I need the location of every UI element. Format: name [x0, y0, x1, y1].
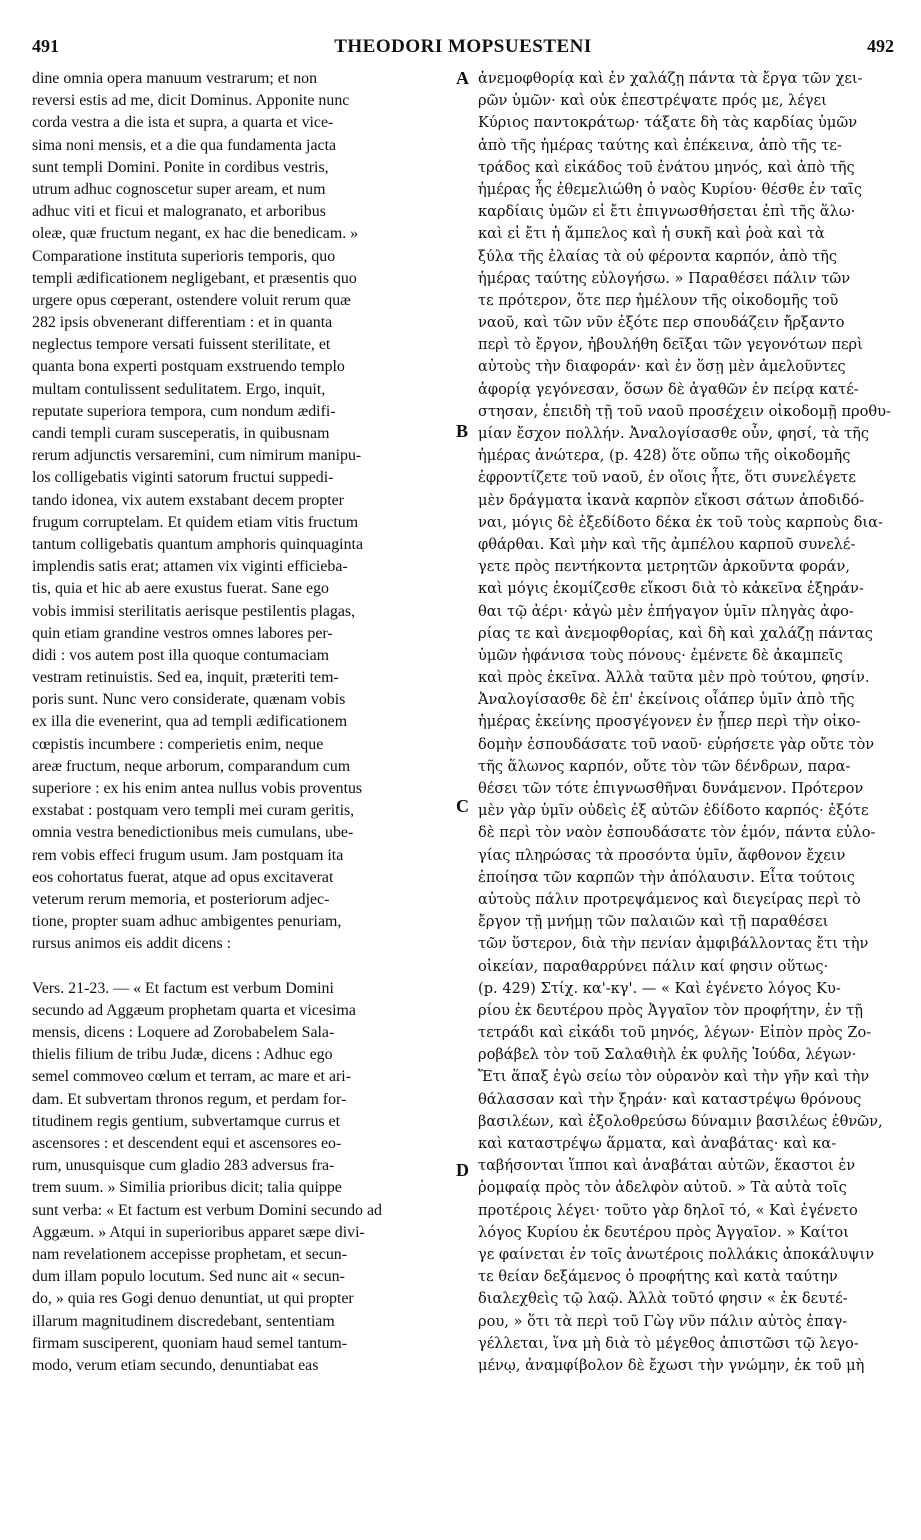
greek-text-line: καὶ εἰ ἔτι ἡ ἄμπελος καὶ ἡ συκῆ καὶ ῥοὰ καὶ τὰ: [478, 225, 825, 243]
greek-text-line: θαι τῷ ἀέρι· κἀγὼ μὲν ἐπήγαγον ὑμῖν πληγὰς ἀφο-: [478, 602, 854, 620]
greek-text-line: ἡμέρας ἐκείνης προσγέγονεν ἐν ᾗπερ περὶ τὴν οἰκο-: [478, 713, 861, 731]
latin-text-line: eos cohortatus fuerat, atque ad opus excitaverat: [32, 868, 334, 886]
page-header: [32, 36, 894, 64]
greek-text-line: δομὴν ἐσπουδάσατε τοῦ ναοῦ· εὑρήσετε γὰρ οὔτε τὸν: [478, 735, 875, 753]
latin-text-line: semel commoveo cœlum et terram, ac mare et ari-: [32, 1068, 351, 1086]
margin-letter-a: A: [456, 68, 469, 88]
latin-text-line: sunt templi Domini. Ponite in cordibus vestris,: [32, 158, 329, 176]
greek-text-line: θέσει τῶν τότε ἐπιγνωσθῆναι δυνάμενον. Πρότερον: [478, 780, 864, 797]
latin-text-line: dine omnia opera manuum vestrarum; et non: [32, 70, 318, 87]
latin-text-line: mensis, dicens : Loquere ad Zorobabelem Sala-: [32, 1024, 335, 1042]
latin-text-line: Aggæum. » Atqui in superioribus apparet sæpe divi-: [32, 1223, 365, 1241]
greek-text-line: ταβήσονται ἵπποι καὶ ἀναβάται αὐτῶν, ἕκαστοι ἐν: [478, 1157, 856, 1175]
latin-text-line: reversi estis ad me, dicit Dominus. Apponite nunc: [32, 92, 350, 110]
latin-text-line: Vers. 21-23. — « Et factum est verbum Domini: [32, 979, 334, 997]
latin-text-line: dum illam populo locutum. Sed nunc ait « secun-: [32, 1268, 345, 1286]
greek-text-line: διαλεχθεὶς τῷ λαῷ. Ἀλλὰ τοῦτό φησιν « ἐκ δευτέ-: [478, 1290, 848, 1308]
latin-text-line: rursus animos eis addit dicens :: [32, 935, 232, 953]
greek-text-line: τῆς ἅλωνος καρπόν, οὔτε τὸν τῶν δένδρων, παρα-: [478, 757, 851, 775]
latin-text-line: multam contulissent sedulitatem. Ergo, inquit,: [32, 380, 326, 398]
greek-text-line: ροβάβελ τὸν τοῦ Σαλαθιὴλ ἐκ φυλῆς Ἰούδα, λέγων·: [478, 1046, 857, 1064]
greek-text-line: ρίου ἐκ δευτέρου πρὸς Ἀγγαῖον τὸν προφήτην, ἐν τῇ: [478, 1001, 863, 1019]
latin-text-line: titudinem regis gentium, subvertamque currus et: [32, 1112, 341, 1130]
latin-text-line: didi : vos autem post illa quoque contumaciam: [32, 646, 330, 664]
latin-text-line: do, » quia res Gogi denuo denuntiat, ut qui propter: [32, 1290, 354, 1308]
greek-text-line: στησαν, ἐπειδὴ τῇ τοῦ ναοῦ προσέχειν οἰκοδομῇ προθυ-: [478, 402, 891, 420]
greek-text-line: ναοῦ, καὶ τῶν νῦν ἐξότε περ σπουδάζειν ἤρξαντο: [478, 314, 845, 332]
latin-text-line: omnia vestra benedictionibus meis cumulans, ube-: [32, 824, 354, 842]
latin-text-line: utrum adhuc cognoscetur super aream, et num: [32, 180, 326, 198]
latin-text-line: areæ fructum, neque arborum, comparandum cum: [32, 757, 351, 775]
greek-text-line: ἡμέρας ἀνώτερα, (p. 428) ὅτε οὔπω τῆς οἰκοδομῆς: [478, 447, 851, 465]
greek-text-line: ἀπὸ τῆς ἡμέρας ταύτης καὶ ἐπέκεινα, ἀπὸ τῆς τε-: [478, 136, 842, 154]
latin-text-line: vobis immisi sterilitatis aerisque pestilentis plagas,: [32, 602, 356, 620]
greek-text-line: μίαν ἔσχον πολλήν. Ἀναλογίσασθε οὖν, φησί, τὰ τῆς: [478, 425, 870, 442]
latin-text-line: candi templi curam susceperatis, in quibusnam: [32, 425, 330, 442]
greek-text-line: ρου, » ὅτι τὰ περὶ τοῦ Γὼγ νῦν πάλιν αὐτὸς ἐπαγ-: [478, 1312, 848, 1330]
latin-text-line: thielis filium de tribu Judæ, dicens : Adhuc ego: [32, 1046, 333, 1064]
greek-text-line: λόγος Κυρίου ἐκ δευτέρου πρὸς Ἀγγαῖον. » Καίτοι: [478, 1223, 849, 1241]
latin-column: [32, 68, 452, 1377]
greek-text-line: ἡμέρας ἧς ἐθεμελιώθη ὁ ναὸς Κυρίου· θέσθε ἐν ταῖς: [478, 180, 863, 198]
greek-text-line: τε πρότερον, ὅτε περ ἠμέλουν τῆς οἰκοδομῆς τοῦ: [478, 291, 839, 309]
greek-text-line: ἀφορίᾳ γεγόνεσαν, ὅσων δὲ ἀγαθῶν ἐν πείρᾳ κατέ-: [478, 380, 859, 398]
greek-text-line: ναι, μόγις δὲ ἐξεδίδοτο δέκα ἐκ τοῦ τοὺς καρποὺς δια-: [478, 513, 883, 531]
latin-text-line: ex illa die evenerint, qua ad templi ædificationem: [32, 713, 348, 731]
greek-text-line: τῶν ὕστερον, διὰ τὴν πενίαν ἀμφιβάλλοντας ἔτι τὴν: [478, 935, 869, 953]
latin-text-line: vestram retinuistis. Sed ea, inquit, præteriti tem-: [32, 669, 339, 687]
latin-text-line: quanta bona experti postquam exstruendo templo: [32, 358, 345, 376]
latin-text-line: sima noni mensis, et a die qua fundamenta jacta: [32, 136, 337, 154]
latin-text-line: poris sunt. Nunc vero considerate, quænam vobis: [32, 691, 346, 709]
page-number-right: 492: [867, 36, 894, 56]
greek-text-line: αὐτοὺς πάλιν προτρεψάμενος καὶ διεγείρας περὶ τὸ: [478, 890, 861, 908]
greek-text-line: προτέροις λέγει· τοῦτο γὰρ δηλοῖ τό, « Καὶ ἐγένετο: [478, 1201, 858, 1219]
greek-text-line: γέλλεται, ἵνα μὴ διὰ τὸ μέγεθος ἀπιστῶσι τῷ λεγο-: [478, 1334, 859, 1352]
greek-text-line: ρίας τε καὶ ἀνεμοφθορίας, καὶ δὴ καὶ χαλάζῃ πάντας: [478, 624, 873, 642]
running-title: THEODORI MOPSUESTENI: [334, 36, 592, 57]
greek-text-line: βασιλέων, καὶ ἐξολοθρεύσω δύναμιν βασιλέως ἐθνῶν,: [478, 1112, 883, 1130]
latin-text-line: exstabat : postquam vero templi mei curam geritis,: [32, 802, 355, 820]
latin-text-line: sunt verba: « Et factum est verbum Domini secundo ad: [32, 1201, 382, 1219]
greek-text-line: τετράδι καὶ εἰκάδι τοῦ μηνός, λέγων· Εἰπὸν πρὸς Ζο-: [478, 1024, 872, 1042]
latin-text-line: los colligebatis viginti satorum fructui suppedi-: [32, 469, 334, 487]
latin-text-line: frugum corruptelam. Et quidem etiam vitis fructum: [32, 513, 359, 531]
latin-text-line: tando idonea, vix autem exstabant decem propter: [32, 491, 344, 509]
latin-text-line: secundo ad Aggæum prophetam quarta et vicesima: [32, 1001, 356, 1019]
latin-text-line: templi ædificationem negligebant, et præsentis quo: [32, 269, 357, 287]
greek-text-line: μὲν γὰρ ὑμῖν οὐδεὶς ἐξ αὐτῶν ἐδίδοτο καρπός· ἐξότε: [478, 802, 869, 820]
latin-text-line: Comparatione instituta superioris temporis, quo: [32, 247, 336, 265]
greek-text-line: Κύριος παντοκράτωρ· τάξατε δὴ τὰς καρδίας ὑμῶν: [478, 114, 858, 132]
latin-text-line: implendis satis erat; attamen vix viginti efficieba-: [32, 558, 348, 576]
greek-text-line: ἐποίησα τῶν καρπῶν τὴν ἀπόλαυσιν. Εἶτα τούτοις: [478, 868, 855, 886]
latin-text-line: firmam susciperent, quoniam haud semel tantum-: [32, 1334, 348, 1352]
latin-text-line: reputate superiora tempora, cum nondum ædifi-: [32, 402, 336, 420]
latin-text-line: illarum magnitudinem discredebant, sententiam: [32, 1312, 335, 1330]
latin-text-line: superiore : ex his enim antea nullus vobis proventus: [32, 780, 363, 797]
greek-text-line: γε φαίνεται ἐν τοῖς ἀνωτέροις πολλάκις ἀποκάλυψιν: [478, 1245, 875, 1263]
greek-text-line: οἰκείαν, παραθαρρύνει πάλιν καί φησιν οὕτως·: [478, 957, 829, 975]
greek-text-line: ρῶν ὑμῶν· καὶ οὐκ ἐπεστρέψατε πρός με, λέγει: [478, 92, 827, 110]
latin-text-line: cœpistis incumbere : comperietis enim, neque: [32, 735, 324, 753]
greek-text-line: τράδος καὶ εἰκάδος τοῦ ἐνάτου μηνός, καὶ ἀπὸ τῆς: [478, 158, 855, 176]
greek-text-line: Ἔτι ἅπαξ ἐγὼ σείω τὸν οὐρανὸν καὶ τὴν γῆν καὶ τὴν: [478, 1068, 870, 1086]
greek-text-line: καὶ καταστρέψω ἅρματα, καὶ ἀναβάτας· καὶ κα-: [478, 1135, 837, 1152]
greek-text-line: ἡμέρας ταύτης εὐλογήσω. » Παραθέσει πάλιν τῶν: [478, 269, 851, 287]
greek-text-line: δὲ περὶ τὸν ναὸν ἐσπουδάσατε τὸν ἐμόν, πάντα εὐλο-: [478, 824, 876, 842]
latin-text-line: rerum adjunctis versaremini, cum nimirum manipu-: [32, 447, 362, 465]
greek-text-line: ῥομφαίᾳ πρὸς τὸν ἀδελφὸν αὐτοῦ. » Τὰ αὐτὰ τοῖς: [478, 1179, 847, 1197]
greek-text-line: ἔργον τῇ μνήμῃ τῶν παλαιῶν καὶ τῇ παραθέσει: [478, 913, 829, 931]
greek-text-line: καὶ μόγις ἐκομίζεσθε εἴκοσι διὰ τὸ κἀκεῖνα ἐξηράν-: [478, 580, 864, 598]
greek-text-line: θάλασσαν καὶ τὴν ξηράν· καὶ καταστρέψω θρόνους: [478, 1090, 862, 1108]
latin-text-line: neglectus tempore versati fuissent sterilitate, et: [32, 336, 331, 354]
latin-text-line: tantum colligebatis quantum amphoris quinquaginta: [32, 535, 363, 553]
greek-text-line: μένῳ, ἀναμφίβολον δὲ ἔχωσι τὴν γνώμην, ἐκ τοῦ μὴ: [478, 1356, 865, 1374]
greek-text-line: ὑμῶν ἠφάνισα τοὺς πόνους· ἐμένετε δὲ ἀκαμπεῖς: [478, 646, 843, 664]
greek-text-line: καρδίαις ὑμῶν εἰ ἔτι ἐπιγνωσθήσεται ἐπὶ τῆς ἅλω·: [478, 203, 856, 221]
latin-text-line: urgere opus cœperant, ostendere voluit rerum quæ: [32, 291, 351, 309]
greek-text-line: (p. 429) Στίχ. κα'-κγ'. — « Καὶ ἐγένετο λόγος Κυ-: [478, 979, 841, 997]
greek-text-line: φθάρθαι. Καὶ μὴν καὶ τῆς ἀμπέλου καρποῦ συνελέ-: [478, 535, 856, 553]
latin-text-line: quin etiam grandine vestros omnes labores per-: [32, 624, 333, 642]
greek-text-line: ἐφροντίζετε τοῦ ναοῦ, ἐν οἵοις ἦτε, ὅτι συνελέγετε: [478, 469, 856, 487]
latin-text-line: modo, verum etiam secundo, denuntiabat eas: [32, 1356, 319, 1374]
greek-text-line: γίας πληρώσας τὰ προσόντα ὑμῖν, ἄφθονον ἔχειν: [478, 846, 846, 864]
latin-text-line: tione, propter suam adhuc ambigentes penuriam,: [32, 913, 342, 931]
greek-text-line: μὲν δράγματα ἱκανὰ καρπὸν εἴκοσι σάτων ἀποδιδό-: [478, 491, 865, 509]
latin-text-line: 282 ipsis obvenerant differentiam : et in quanta: [32, 314, 333, 332]
latin-text-line: ascensores : et descendent equi et ascensores eo-: [32, 1135, 342, 1152]
latin-text-line: [32, 956, 452, 978]
latin-text-line: corda vestra a die ista et supra, a quarta et vice-: [32, 114, 334, 132]
latin-text-line: tis, quia et hic ab aere exustus fuerat. Sane ego: [32, 580, 329, 598]
greek-column: [478, 68, 903, 1377]
latin-text-line: oleæ, quæ fructum negant, ex hac die benedicam. »: [32, 225, 359, 243]
latin-text-line: trem suum. » Similia prioribus dicit; talia quippe: [32, 1179, 342, 1197]
greek-text-line: αὐτοὺς τὴν διαφοράν· καὶ ἐν ὅσῃ μὲν ἀμελοῦντες: [478, 358, 846, 376]
latin-text-line: rum, unusquisque cum gladio 283 adversus fra-: [32, 1157, 335, 1175]
latin-text-line: rem vobis effeci frugum usum. Jam postquam ita: [32, 846, 344, 864]
latin-text-line: adhuc viti et ficui et malogranato, et arboribus: [32, 203, 326, 221]
margin-letter-b: B: [456, 421, 469, 441]
greek-text-line: ἀνεμοφθορίᾳ καὶ ἐν χαλάζῃ πάντα τὰ ἔργα τῶν χει-: [478, 70, 863, 87]
greek-text-line: γετε πρὸς πεντήκοντα μετρητῶν ἀρκοῦντα φοράν,: [478, 558, 851, 576]
greek-text-line: καὶ πρὸς ἐκεῖνα. Ἀλλὰ ταῦτα μὲν πρὸ τούτου, φησίν.: [478, 669, 870, 687]
margin-letter-c: C: [456, 796, 469, 816]
greek-text-line: ξύλα τῆς ἐλαίας τὰ οὐ φέροντα καρπόν, ἀπὸ τῆς: [478, 247, 838, 265]
page-number-left: 491: [32, 36, 59, 56]
margin-letter-d: D: [456, 1160, 469, 1180]
latin-text-line: dam. Et subvertam thronos regum, et perdam for-: [32, 1090, 347, 1108]
greek-text-line: περὶ τὸ ἔργον, ἠβουλήθη δεῖξαι τῶν γεγονότων περὶ: [478, 336, 863, 354]
latin-text-line: veterum rerum memoria, et posteriorum adjec-: [32, 890, 330, 908]
greek-text-line: Ἀναλογίσασθε δὲ ἐπ' ἐκείνοις οἷάπερ ὑμῖν ἀπὸ τῆς: [478, 691, 855, 709]
latin-text-line: nam revelationem accepisse prophetam, et secun-: [32, 1245, 348, 1263]
greek-text-line: τε θείαν δεξάμενος ὁ προφήτης καὶ κατὰ ταύτην: [478, 1268, 838, 1286]
